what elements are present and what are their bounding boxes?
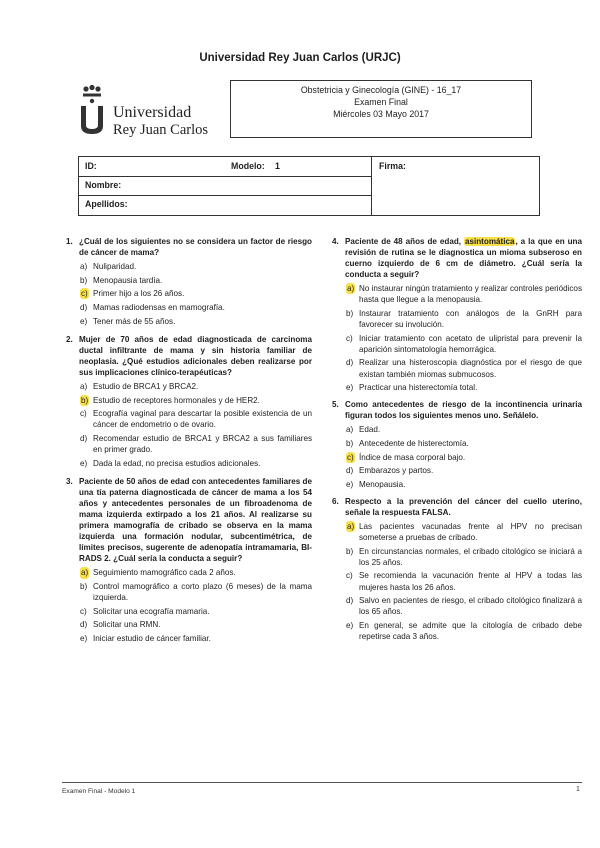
option-text: Antecedente de histerectomía.	[359, 439, 469, 448]
logo-text-line2: Rey Juan Carlos	[113, 122, 209, 138]
option-c[interactable]	[80, 408, 312, 430]
option-a[interactable]	[80, 381, 312, 392]
selected-answer-highlight: c)	[81, 289, 88, 299]
option-c[interactable]	[80, 606, 312, 617]
option-letter: e)	[80, 633, 88, 643]
option-d[interactable]	[80, 433, 312, 455]
question-number: 5.	[332, 400, 339, 410]
logo-text-line1: Universidad	[113, 104, 192, 121]
option-letter: a)	[346, 425, 354, 435]
option-text: Nuliparidad.	[93, 262, 137, 272]
option-letter: e)	[346, 479, 354, 489]
option-letter: c)	[80, 606, 87, 616]
question-6	[332, 496, 582, 642]
option-text: En circunstancias normales, el cribado citológico se iniciará a los 25 años.	[359, 546, 582, 567]
option-a-selected[interactable]	[346, 283, 582, 305]
option-letter: e)	[346, 383, 354, 393]
option-letter: d)	[346, 466, 354, 476]
question-text: Paciente de 50 años de edad con antecedentes familiares de una tía paterna diagnosticada de cáncer de mama a los 54 años y antecedentes personales de un fibroadenoma de mama izquierda extirpado a los 21 años. Al realizarse su primera mamografía de cribado se observa en la mama izquierda una formación nodular, subcentimétrica, de límites precisos, sugerente de adenopatía intramamaria, BI-RADS 2. ¿Cuál sería la conducta a seguir?	[79, 476, 312, 564]
option-letter: d)	[80, 433, 88, 443]
option-b[interactable]	[346, 438, 582, 449]
signature-label: Firma:	[379, 161, 406, 171]
question-number: 4.	[332, 237, 339, 246]
model-value: 1	[275, 161, 280, 171]
option-letter: b)	[346, 309, 354, 319]
university-logo	[78, 84, 238, 144]
option-d[interactable]	[346, 357, 582, 379]
student-info-table	[78, 156, 540, 216]
surname-row[interactable]	[79, 195, 371, 215]
question-number: 3.	[66, 476, 73, 486]
option-d[interactable]	[80, 619, 312, 630]
option-letter: c)	[346, 571, 353, 581]
option-b[interactable]	[346, 308, 582, 330]
question-4	[332, 236, 582, 393]
option-c[interactable]	[346, 333, 582, 355]
option-a[interactable]	[346, 424, 582, 435]
footer-model-label: Examen Final - Modelo 1	[62, 788, 136, 795]
course-name: Obstetricia y Ginecología (GINE) - 16_17	[300, 85, 462, 95]
option-letter: b)	[346, 546, 354, 556]
option-letter: b)	[80, 275, 88, 285]
highlighted-keyword: asintomática	[464, 237, 515, 246]
option-b[interactable]	[80, 581, 312, 603]
option-e[interactable]	[346, 620, 582, 642]
option-e[interactable]	[346, 382, 582, 393]
option-c-selected[interactable]	[346, 452, 582, 463]
option-letter: e)	[346, 620, 354, 630]
option-b[interactable]	[346, 546, 582, 568]
option-text: Iniciar estudio de cáncer familiar.	[93, 633, 211, 643]
option-text: Estudio de BRCA1 y BRCA2.	[93, 382, 199, 392]
option-text: Menopausia tardía.	[93, 275, 163, 285]
option-text: Salvo en pacientes de riesgo, el cribado citológico finalizará a los 65 años.	[359, 596, 582, 617]
option-text: Estudio de receptores hormonales y de HER2.	[93, 395, 260, 405]
question-stem	[332, 496, 582, 518]
option-text: Instaurar tratamiento con análogos de la GnRH para favorecer su involución.	[359, 309, 582, 330]
option-letter: a)	[80, 382, 88, 392]
option-text: Embarazos y partos.	[359, 466, 434, 476]
option-text: Iniciar tratamiento con acetato de ulipristal para prevenir la aparición sintomatología hemorrágica.	[359, 333, 582, 354]
selected-answer-highlight: a)	[347, 522, 355, 532]
question-stem	[66, 476, 312, 565]
option-text: Practicar una histerectomía total.	[359, 383, 478, 393]
question-number: 6.	[332, 496, 339, 506]
option-letter: d)	[346, 358, 354, 368]
option-text: Ecografía vaginal para descartar la posible existencia de un cáncer de endometrio o de ovario.	[93, 409, 312, 430]
question-2	[66, 334, 312, 469]
selected-answer-highlight: a)	[347, 284, 355, 294]
question-text: , a la que en una revisión de rutina se le diagnostica un mioma subseroso en cuerno izquierdo de 6 cm de diámetro. ¿Cuál sería la conducta a seguir?	[345, 237, 582, 280]
option-text: Primer hijo a los 26 años.	[93, 289, 185, 299]
option-d[interactable]	[346, 595, 582, 617]
option-letter: c)	[80, 409, 87, 419]
selected-answer-highlight: b)	[81, 395, 89, 405]
option-letter: e)	[80, 458, 88, 468]
name-row[interactable]	[79, 176, 371, 196]
option-text: Edad.	[359, 425, 381, 435]
university-title: Universidad Rey Juan Carlos (URJC)	[199, 52, 401, 64]
option-a-selected[interactable]	[346, 521, 582, 543]
question-3	[66, 476, 312, 644]
exam-type: Examen Final	[354, 97, 408, 107]
option-d[interactable]	[346, 465, 582, 476]
option-letter: c)	[346, 333, 353, 343]
name-label: Nombre:	[85, 180, 122, 190]
questions-left-column	[66, 236, 312, 648]
question-stem	[66, 236, 312, 258]
option-e[interactable]	[80, 633, 312, 644]
option-e[interactable]	[80, 458, 312, 469]
selected-answer-highlight: a)	[81, 568, 89, 578]
question-stem	[332, 399, 582, 421]
option-letter: b)	[346, 439, 354, 448]
option-e[interactable]	[80, 316, 312, 327]
model-label: Modelo:	[231, 161, 265, 171]
option-c[interactable]	[346, 570, 582, 592]
option-text: En general, se admite que la citología de cribado debe repetirse cada 3 años.	[359, 620, 582, 641]
option-letter: d)	[80, 302, 88, 312]
option-letter: a)	[80, 262, 88, 272]
question-number: 2.	[66, 334, 73, 344]
option-text: Se recomienda la vacunación frente al HPV a todas las mujeres hasta los 26 años.	[359, 571, 582, 592]
questions-right-column	[332, 236, 582, 646]
option-b[interactable]	[80, 275, 312, 286]
question-number: 1.	[66, 237, 73, 246]
page-number: 1	[576, 786, 580, 793]
option-text: Solicitar una RMN.	[93, 620, 161, 630]
surname-label: Apellidos:	[85, 199, 128, 209]
option-a-selected[interactable]	[80, 567, 312, 578]
option-text: Menopausia.	[359, 479, 406, 489]
question-1	[66, 236, 312, 327]
option-text: Seguimiento mamográfico cada 2 años.	[93, 568, 236, 578]
option-letter: d)	[346, 596, 354, 606]
option-text: Solicitar una ecografía mamaria.	[93, 606, 210, 616]
option-text: No instaurar ningún tratamiento y realizar controles periódicos hasta que llegue a la menopausia.	[359, 284, 582, 305]
selected-answer-highlight: c)	[347, 452, 354, 462]
option-text: Dada la edad, no precisa estudios adicionales.	[93, 458, 261, 468]
exam-date: Miércoles 03 Mayo 2017	[333, 109, 429, 119]
question-text: Como antecedentes de riesgo de la incontinencia urinaria figuran todos los siguientes menos uno. Señálelo.	[345, 400, 582, 421]
id-row[interactable]	[79, 157, 371, 177]
option-letter: b)	[80, 582, 88, 592]
option-c-selected[interactable]	[80, 288, 312, 299]
option-a[interactable]	[80, 261, 312, 272]
option-letter: d)	[80, 620, 88, 630]
question-stem	[66, 334, 312, 378]
option-text: Las pacientes vacunadas frente al HPV no precisan someterse a pruebas de cribado.	[359, 522, 582, 543]
option-text: Tener más de 55 años.	[93, 316, 176, 326]
question-text: Respecto a la prevención del cáncer del cuello uterino, señale la respuesta FALSA.	[345, 496, 582, 517]
option-text: Realizar una histeroscopia diagnóstica por el riesgo de que existan también miomas submucosos.	[359, 358, 582, 379]
urjc-crown-logo-icon	[78, 84, 106, 136]
option-text: Mamas radiodensas en mamografía.	[93, 302, 225, 312]
option-text: Índice de masa corporal bajo.	[359, 452, 466, 462]
question-5	[332, 399, 582, 490]
footer-divider	[62, 782, 582, 783]
question-text: Paciente de 48 años de edad,	[345, 237, 464, 246]
exam-info-box	[230, 80, 532, 138]
option-b-selected[interactable]	[80, 395, 312, 406]
student-fields	[79, 157, 372, 215]
option-e[interactable]	[346, 479, 582, 490]
option-text: Recomendar estudio de BRCA1 y BRCA2 a sus familiares en primer grado.	[93, 433, 312, 454]
option-d[interactable]	[80, 302, 312, 313]
option-letter: e)	[80, 316, 88, 326]
question-stem	[332, 236, 582, 280]
id-label: ID:	[85, 161, 97, 171]
option-text: Control mamográfico a corto plazo (6 meses) de la mama izquierda.	[93, 582, 312, 603]
question-text: ¿Cuál de los siguientes no se considera un factor de riesgo de cáncer de mama?	[79, 237, 312, 258]
question-text: Mujer de 70 años de edad diagnosticada de carcinoma ductal infiltrante de mama y sin historia familiar de neoplasia. ¿Qué estudios adicionales deben realizarse por sus implicaciones clínico-terapéuticas?	[79, 334, 312, 377]
